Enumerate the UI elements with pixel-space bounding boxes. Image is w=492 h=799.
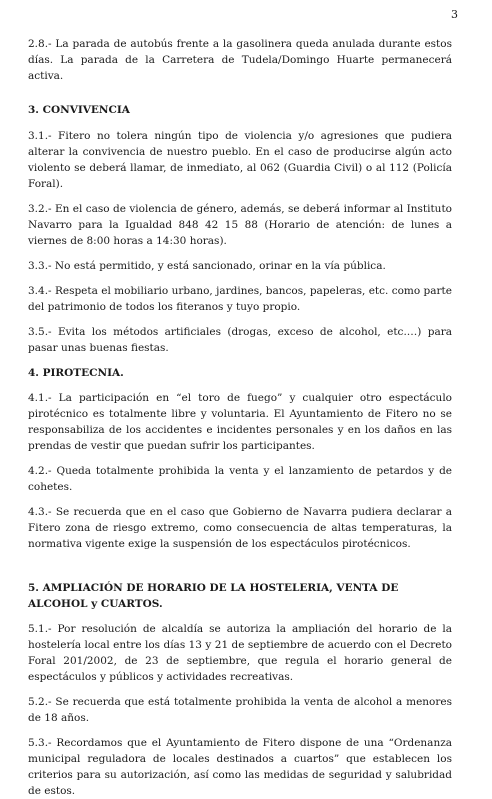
paragraph-3-2: 3.2.- En el caso de violencia de género, además, se deberá informar al Instituto Navarro para la Igualdad 848 42 15 88 (Horario de atención: de lunes a viernes de 8:00 horas a 14:30 horas). <box>28 203 452 247</box>
paragraph-3-1: 3.1.- Fitero no tolera ningún tipo de violencia y/o agresiones que pudiera alterar la convivencia de nuestro pueblo. En el caso de producirse algún acto violento se deberá llamar, de inmediato, al 062 (Guardia Civil) o al 112 (Policía Foral). <box>28 130 452 190</box>
section-heading-convivencia: 3. CONVIVENCIA <box>28 104 130 116</box>
paragraph-5-1: 5.1.- Por resolución de alcaldía se autoriza la ampliación del horario de la hostelería local entre los días 13 y 21 de septiembre de acuerdo con el Decreto Foral 201/2002, de 23 de septiembre, que regula el horario general de espectáculos y públicos y actividades recreativas. <box>28 623 452 683</box>
page-number: 3 <box>451 8 458 21</box>
paragraph-5-2: 5.2.- Se recuerda que está totalmente prohibida la venta de alcohol a menores de 18 años. <box>28 696 452 724</box>
section-heading-pirotecnia: 4. PIROTECNIA. <box>28 367 124 379</box>
paragraph-4-1: 4.1.- La participación en “el toro de fuego” y cualquier otro espectáculo pirotécnico es totalmente libre y voluntaria. El Ayuntamiento de Fitero no se responsabiliza de los accidentes e incidentes personales y en los daños en las prendas de vestir que puedan sufrir los participantes. <box>28 392 452 452</box>
document-body <box>28 36 452 799</box>
paragraph-3-4: 3.4.- Respeta el mobiliario urbano, jardines, bancos, papeleras, etc. como parte del patrimonio de todos los fiteranos y tuyo propio. <box>28 285 452 313</box>
section-heading-hosteleria: 5. AMPLIACIÓN DE HORARIO DE LA HOSTELERIA, VENTA DE ALCOHOL y CUARTOS. <box>28 582 399 610</box>
paragraph-5-3: 5.3.- Recordamos que el Ayuntamiento de Fitero dispone de una “Ordenanza municipal reguladora de locales destinados a cuartos” que establecen los criterios para su autorización, así como las medidas de seguridad y salubridad de estos. <box>28 737 452 797</box>
paragraph-4-3: 4.3.- Se recuerda que en el caso que Gobierno de Navarra pudiera declarar a Fitero zona de riesgo extremo, como consecuencia de altas temperaturas, la normativa vigente exige la suspensión de los espectáculos pirotécnicos. <box>28 506 452 550</box>
paragraph-2-8: 2.8.- La parada de autobús frente a la gasolinera queda anulada durante estos días. La parada de la Carretera de Tudela/Domingo Huarte permanecerá activa. <box>28 38 452 82</box>
paragraph-3-5: 3.5.- Evita los métodos artificiales (drogas, exceso de alcohol, etc.…) para pasar unas buenas fiestas. <box>28 326 452 354</box>
paragraph-4-2: 4.2.- Queda totalmente prohibida la venta y el lanzamiento de petardos y de cohetes. <box>28 465 452 493</box>
paragraph-3-3: 3.3.- No está permitido, y está sancionado, orinar en la vía pública. <box>28 260 386 272</box>
